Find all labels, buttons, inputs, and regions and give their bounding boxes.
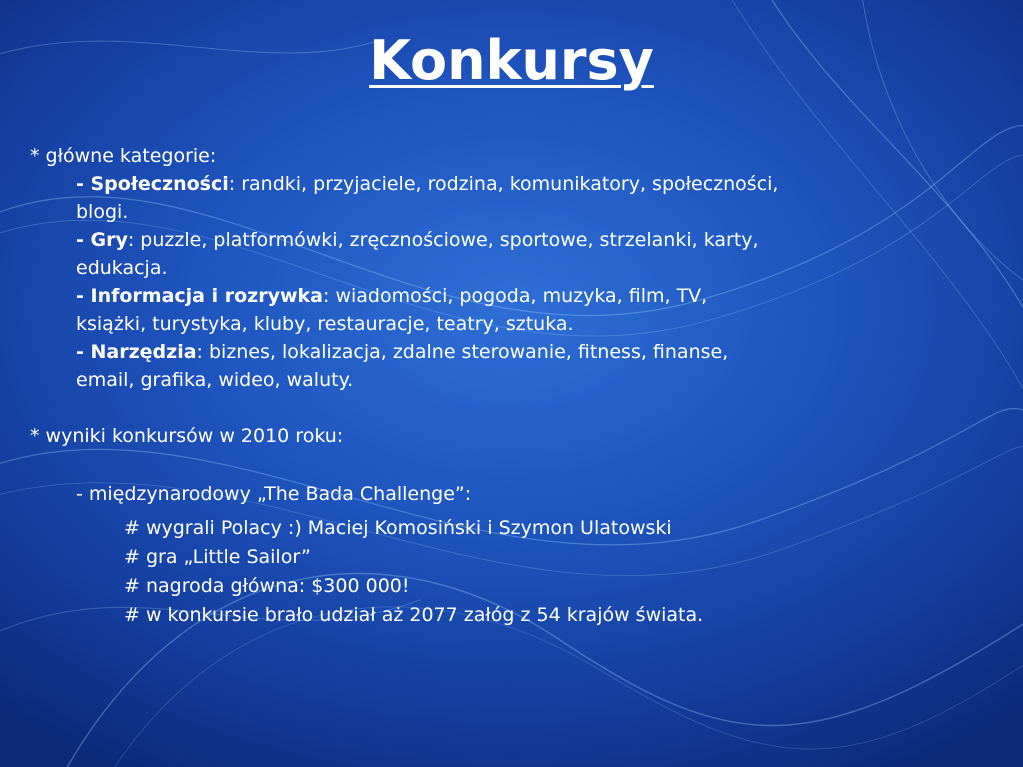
category-line-continued: książki, turystyka, kluby, restauracje, teatry, sztuka. <box>76 313 574 335</box>
result-item: # w konkursie brało udział aż 2077 załóg z 54 krajów świata. <box>124 604 704 626</box>
section-heading-results: * wyniki konkursów w 2010 roku: <box>30 425 344 447</box>
category-separator: : <box>196 341 203 363</box>
category-separator: : <box>228 173 236 195</box>
category-items: puzzle, platformówki, zręcznościowe, sportowe, strzelanki, karty, <box>134 229 759 251</box>
result-item: # wygrali Polacy :) Maciej Komosiński i Szymon Ulatowski <box>124 517 672 539</box>
category-line-continued: email, grafika, wideo, waluty. <box>76 369 354 391</box>
result-item: # nagroda główna: $300 000! <box>124 575 410 597</box>
category-line <box>76 226 759 254</box>
category-line-continued: edukacja. <box>76 257 168 279</box>
category-items: wiadomości, pogoda, muzyka, film, TV, <box>329 285 708 307</box>
category-separator: : <box>127 229 135 251</box>
category-name: - Społeczności <box>76 173 229 195</box>
category-name: - Gry <box>76 229 128 251</box>
category-line-continued: blogi. <box>76 201 129 223</box>
category-line <box>76 338 728 366</box>
category-separator: : <box>323 285 330 307</box>
result-item: # gra „Little Sailor” <box>124 546 311 568</box>
category-items: randki, przyjaciele, rodzina, komunikatory, społeczności, <box>235 173 779 195</box>
category-items: biznes, lokalizacja, zdalne sterowanie, fitness, finanse, <box>202 341 729 363</box>
slide-title: Konkursy <box>369 29 654 92</box>
category-line <box>76 170 778 198</box>
category-name: - Narzędzia <box>76 341 197 363</box>
category-name: - Informacja i rozrywka <box>76 285 323 307</box>
category-line <box>76 282 707 310</box>
contest-heading: - międzynarodowy „The Bada Challenge”: <box>76 483 472 505</box>
section-heading-categories: * główne kategorie: <box>30 145 217 167</box>
